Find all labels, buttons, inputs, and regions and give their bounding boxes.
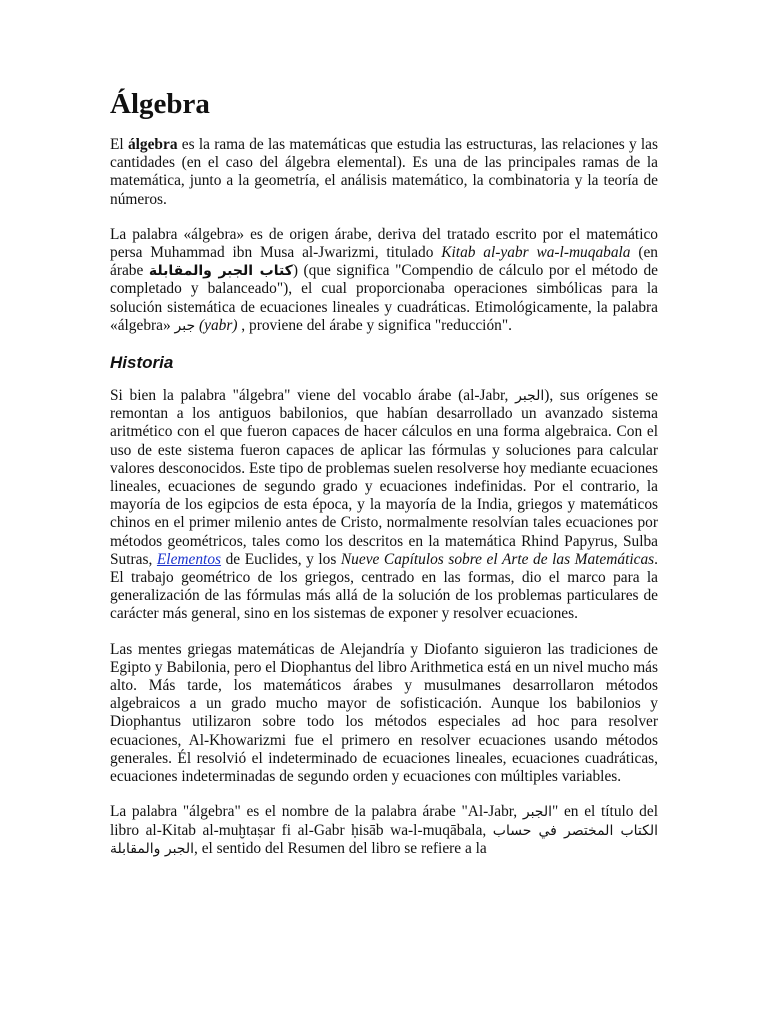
intro-paragraph-2 (110, 226, 658, 335)
text: . El trabajo geométrico de los griegos, centrado en las formas, dio el marco para la generalización de las fórmulas más allá de la solución de los problemas particulares de carácter más general, sino en los sistemas de exponer y resolver ecuaciones. (110, 550, 659, 623)
text: " en el título del libro al-Kitab al-muḫtaṣar fi al-Gabr ḥisāb wa-l-muqābala, (110, 803, 658, 839)
bold-term: álgebra (127, 136, 178, 153)
text: ) (que significa "Compendio de cálculo por el método de completado y balanceado"), el cual proporcionaba operaciones simbólicas para la solución sistemática de ecuaciones lineales y cuadráticas. Etimológicamente, la palabra «álgebra» (110, 262, 658, 334)
arabic-title: الكتاب المختصر في حساب الجبر والمقابلة (110, 822, 659, 857)
elementos-link[interactable]: Elementos (156, 550, 222, 568)
text: , el sentido del Resumen del libro se refiere a la (194, 839, 487, 857)
book-title: Kitab al-yabr wa-l-muqabala (441, 244, 631, 262)
arabic-word: الجبر (515, 388, 545, 405)
text: , proviene del árabe y significa "reducción". (237, 316, 512, 334)
arabic-title: كتاب الجبر والمقابلة (148, 263, 293, 280)
arabic-word: جبر (174, 317, 196, 334)
historia-paragraph-3 (110, 803, 658, 858)
arabic-word: الجبر (522, 804, 552, 821)
historia-paragraph-2: Las mentes griegas matemáticas de Alejandría y Diofanto siguieron las tradiciones de Egipto y Babilonia, pero el Diophantus del libro Arithmetica está en un nivel mucho más alto. Más tarde, los matemáticos árabes y musulmanes desarrollaron métodos algebraicos a un grado mucho mayor de sofisticación. Aunque los babilonios y Diophantus utilizaron sobre todo los métodos especiales ad hoc para resolver ecuaciones, Al-Khowarizmi fue el primero en resolver ecuaciones usando métodos generales. Él resolvió el indeterminado de ecuaciones lineales, ecuaciones cuadráticas, ecuaciones indeterminadas de segundo orden y ecuaciones con múltiples variables. (110, 640, 658, 786)
book-title: Nueve Capítulos sobre el Arte de las Matemáticas (340, 550, 655, 568)
intro-paragraph-1 (110, 136, 658, 209)
transliteration: (yabr) (195, 316, 238, 334)
text: (en árabe (110, 244, 659, 280)
text: de Euclides, y los (221, 550, 341, 568)
page-title: Álgebra (110, 88, 210, 120)
text: Si bien la palabra "álgebra" viene del vocablo árabe (al-Jabr, (110, 387, 516, 405)
text: ), sus orígenes se remontan a los antiguos babilonios, que habían desarrollado un avanzado sistema aritmético con el que fueron capaces de hacer cálculos en una forma algebraica. Con el uso de este sistema fueron capaces de aplicar las fórmulas y soluciones para calcular valores desconocidos. Este tipo de problemas suelen resolverse hoy mediante ecuaciones lineales, ecuaciones de segundo grado y ecuaciones indefinidas. Por el contrario, la mayoría de los egipcios de esta época, y la mayoría de la India, griegos y matemáticos chinos en el primer milenio antes de Cristo, normalmente resolvían tales ecuaciones por métodos geométricos, tales como los descritos en la matemática Rhind Papyrus, Sulba Sutras, (110, 387, 658, 568)
section-heading-historia: Historia (110, 353, 174, 373)
document-page (110, 86, 658, 875)
text: La palabra «álgebra» es de origen árabe, deriva del tratado escrito por el matemático persa Muhammad ibn Musa al-Jwarizmi, titulado (110, 225, 658, 262)
text: es la rama de las matemáticas que estudia las estructuras, las relaciones y las cantidades (en el caso del álgebra elemental). Es una de las principales ramas de la matemática, junto a la geometría, el análisis matemático, la combinatoria y la teoría de números. (110, 136, 658, 208)
historia-paragraph-1 (110, 387, 658, 624)
text: El (110, 136, 128, 153)
text: La palabra "álgebra" es el nombre de la palabra árabe "Al-Jabr, (110, 803, 523, 821)
